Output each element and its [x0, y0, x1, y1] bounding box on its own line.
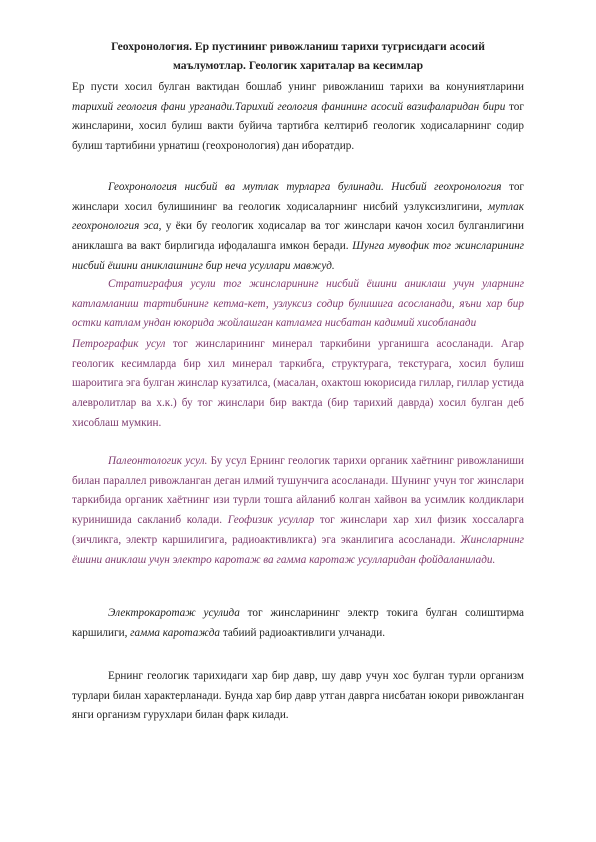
text-run-italic: Геофизик усуллар [227, 514, 315, 527]
text-run: тог жинслари хосил булишининг ва геологик ходисаларнинг нисбий узлуксизлигини, [72, 181, 524, 213]
paragraph-electrocarotage [72, 604, 524, 643]
paragraph-petrography [72, 335, 524, 434]
text-run: тог жинсларининг электр токига булган солиштирма каршилиги, [72, 607, 525, 639]
text-run: табиий радиоактивлиги улчанади. [220, 626, 385, 639]
text-run-italic: Палеонтологик усул. [108, 455, 208, 467]
paragraph-intro [72, 78, 524, 157]
text-run-italic: Петрографик усул [72, 338, 166, 350]
text-run-italic: гамма каротажда [130, 626, 221, 639]
paragraph-paleontology [72, 452, 524, 570]
text-run-italic: Электрокаротаж усулида [108, 607, 240, 619]
text-run: Стратиграфия усули тог жинсларининг нисбий ёшини аниклаш учун уларнинг катламланиш тартибининг кетма-кет, узлуксиз содир булишига асосланади, яъни хар бир остки катлам ундан юкорида жойлашган катламга нисбатан кадимий хисобланади [72, 278, 524, 330]
text-run: Ернинг геологик тарихидаги хар бир давр, шу давр учун хос булган турли организм турлари билан характерланади. Бунда хар бир давр утган даврга нисбатан юкори ривожланган янги организм гурухлари билан фарк килади. [72, 670, 524, 722]
text-run-italic: Шунга мувофик тог жинсларининг нисбий ёшини аниклашнинг бир неча усуллари мавжуд. [72, 240, 524, 272]
text-run: у ёки бу геологик ходисалар ва тог жинслари качон хосил булганлигини аниклашга ва вакт бирлигида ифодалашга имкон беради. [72, 220, 524, 253]
text-run-italic: мутлак геохронология эса, [72, 200, 524, 233]
text-run-italic: Жинсларнинг ёшини аниклаш учун электро каротаж ва гамма каротаж усулларидан фойдаланилади. [72, 533, 524, 566]
text-run: Бу усул Ернинг геологик тарихи органик хаётнинг ривожланиши билан параллел ривожланган деган илмий тушунчига асосланади. Шунинг учун тог жинслари таркибида органик хаётнинг изи турли тошга айланиб колган хайвон ва усимлик колдиклари куринишида сакланиб колади. [72, 455, 524, 527]
title-line-1: Геохронология. Ер пустининг ривожланиш тарихи тугрисидаги асосий [111, 40, 485, 53]
title-line-2: маълумотлар. Геологик хариталар ва кесимлар [172, 59, 424, 72]
document-title [80, 37, 516, 75]
text-run: тог жинслари хар хил физик хоссаларга (зичликга, электр каршилигига, радиоактивликга) эга эканлигига асосланади. [72, 514, 524, 546]
paragraph-stratigraphy [72, 275, 524, 334]
text-run: Ер пусти хосил булган вактидан бошлаб унинг ривожланиш тарихи ва конуниятларини [72, 81, 524, 93]
text-run-italic: Геохронология нисбий ва мутлак турларга булинади. Нисбий геохронология [108, 181, 502, 193]
paragraph-geologic-history [72, 667, 524, 726]
text-run: тог жинсларининг минерал таркибини урганишга асосланади. Агар геологик кесимларда бир хил минерал таркибга, структурага, текстурага, хосил булиш шароитига эга булган жинслар кузатилса, (масалан, охактош юкорисида гиллар, гиллар устида алевролитлар ва х.к.) бу тог жинслари бир вактда (бир тарихий даврда) хосил булган деб хисоблаш мумкин. [72, 338, 524, 429]
text-run-italic: тарихий геология фани урганади.Тарихий геология фанининг асосий вазифаларидан бири [72, 100, 506, 113]
text-run: тог жинсларини, хосил булиш вакти буйича тартибга келтириб геологик ходисаларнинг содир булиш тартибини урнатиш (геохронология) дан иборатдир. [72, 100, 524, 153]
paragraph-geochronology [72, 178, 524, 277]
